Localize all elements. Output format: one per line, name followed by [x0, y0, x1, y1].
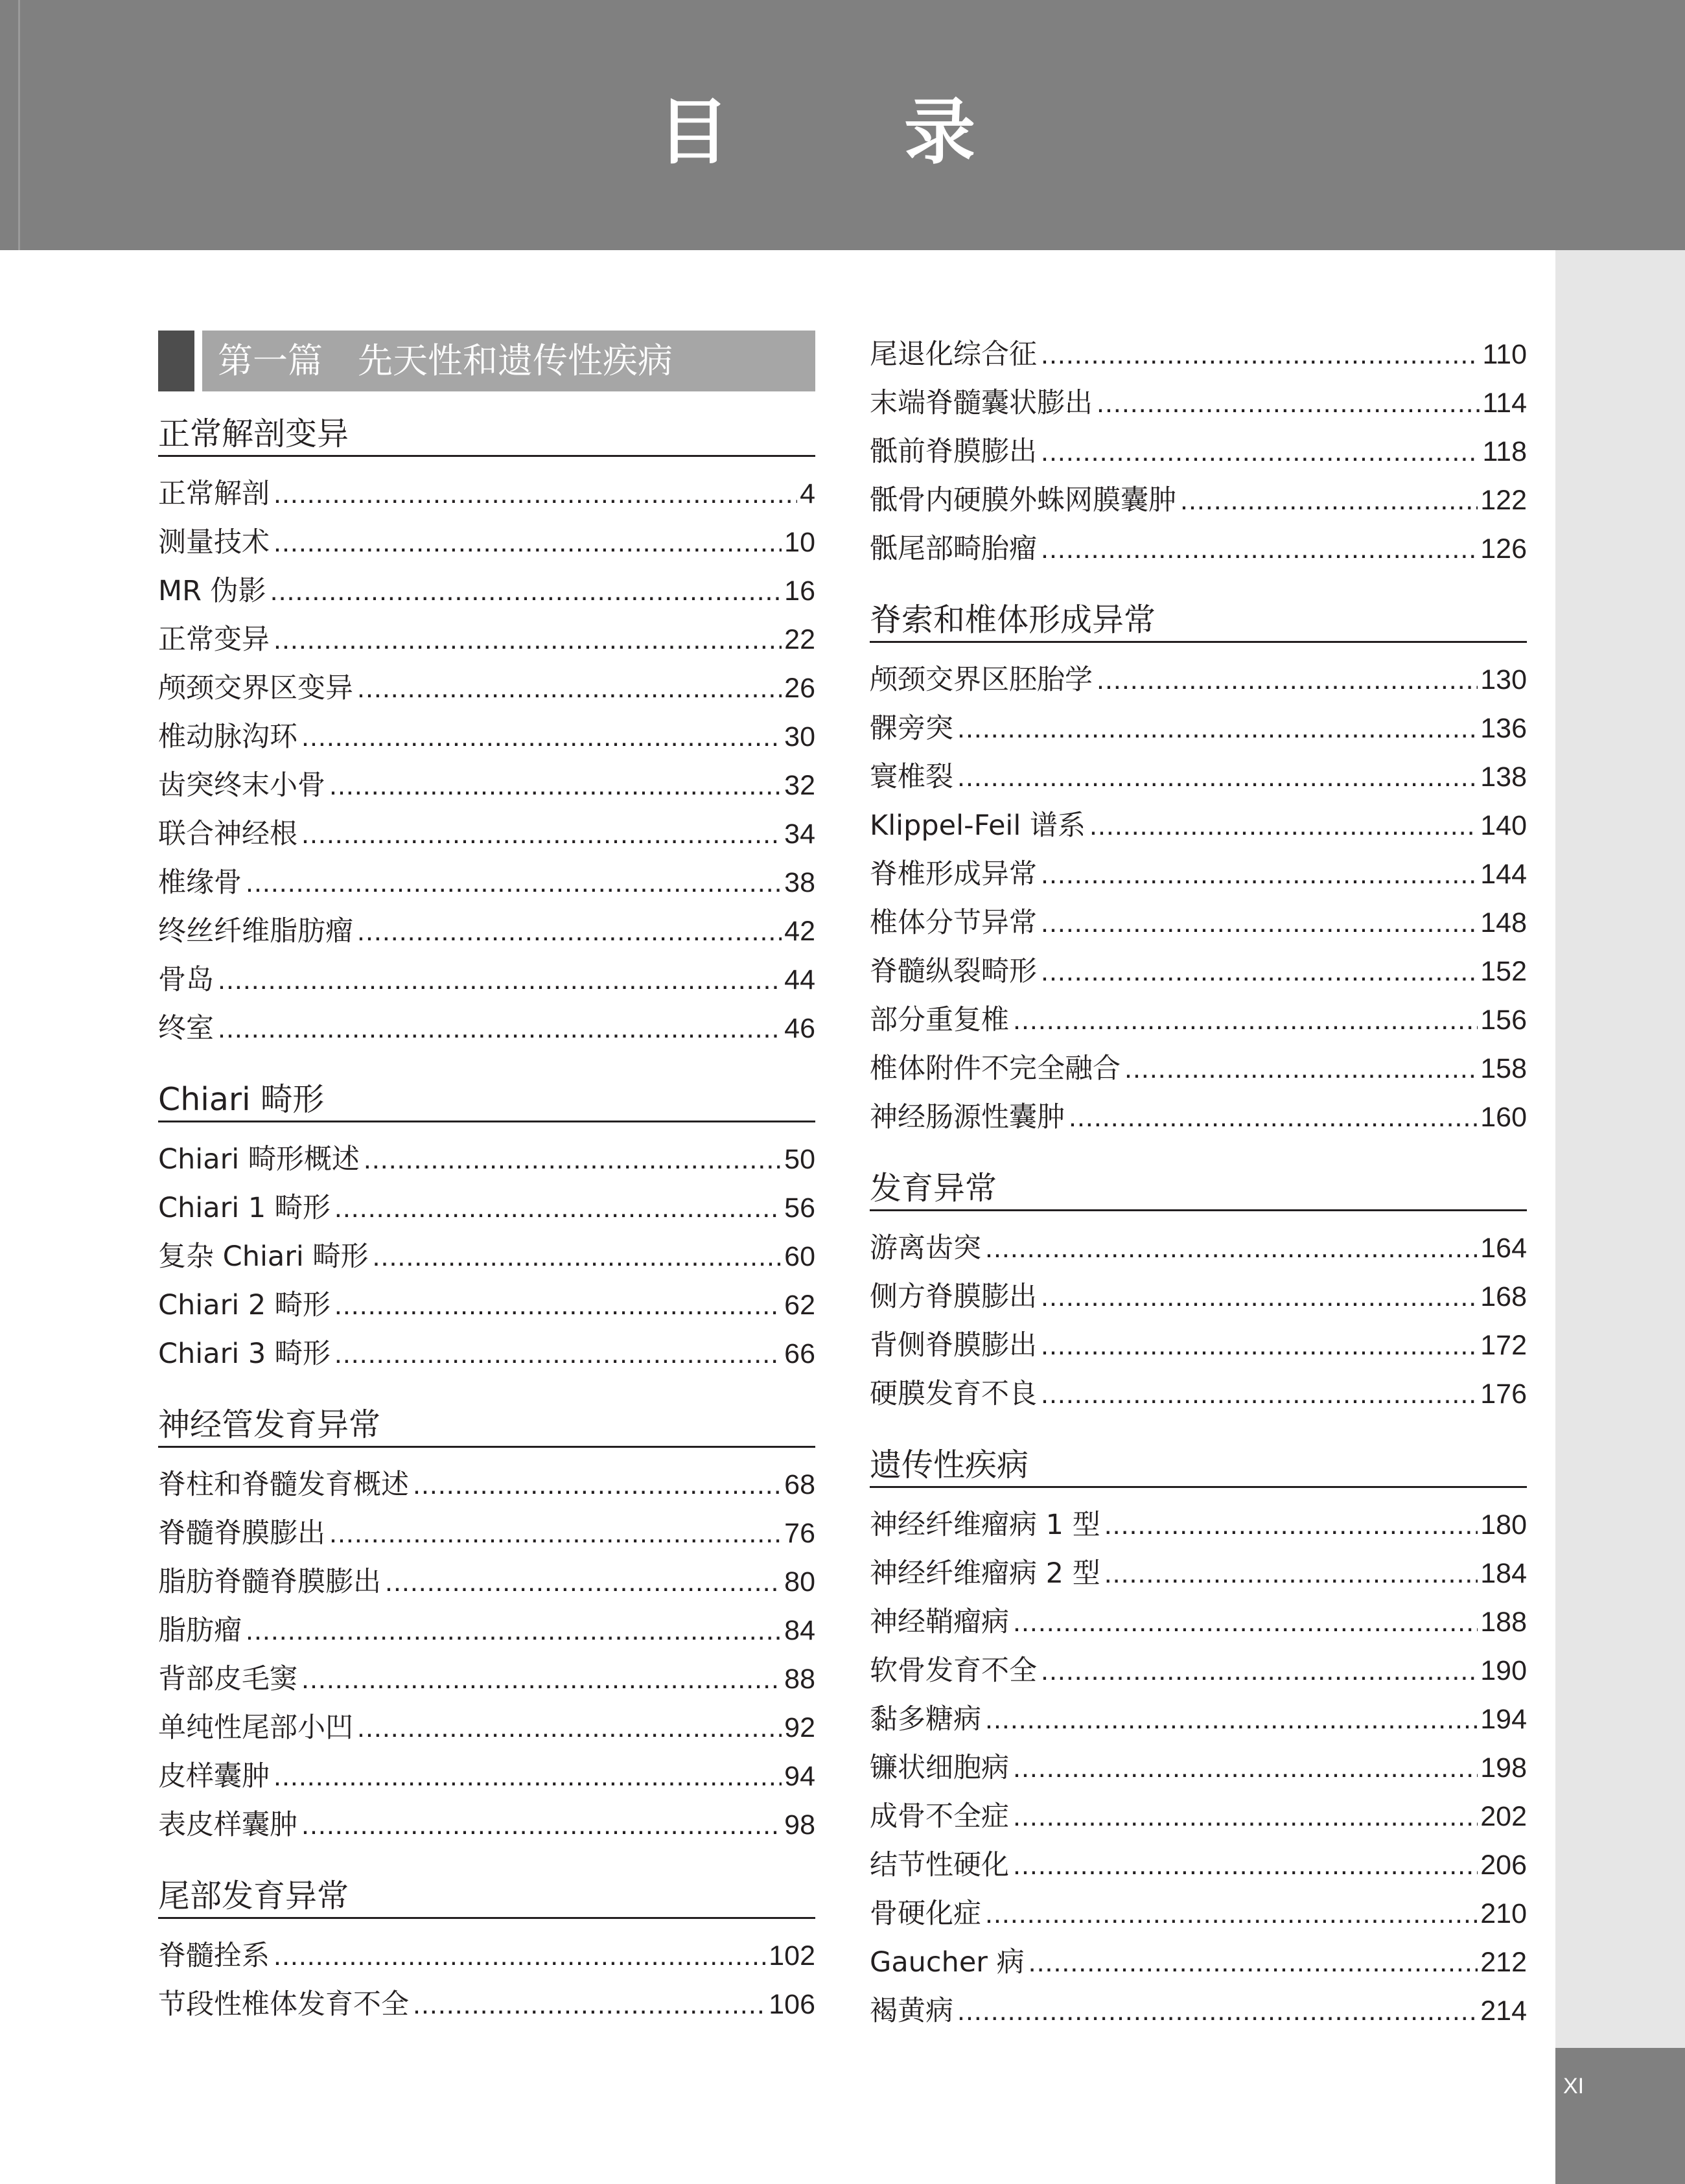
- entry-title: 颅颈交界区胚胎学: [870, 664, 1093, 696]
- section-gap: [158, 1053, 815, 1079]
- toc-entry[interactable]: [870, 1093, 1527, 1142]
- toc-entry[interactable]: [870, 1841, 1527, 1890]
- entry-page-number: 22: [784, 624, 815, 655]
- dot-leader: [1041, 850, 1478, 899]
- entry-title: 测量技术: [158, 526, 270, 559]
- dot-leader: [357, 1704, 782, 1752]
- entry-title: 软骨发育不全: [870, 1655, 1037, 1687]
- toc-entry[interactable]: [158, 1330, 815, 1378]
- dot-leader: [270, 567, 782, 616]
- dot-leader: [1041, 1370, 1478, 1419]
- dot-leader: [357, 664, 782, 713]
- entry-title: 骶尾部畸胎瘤: [870, 533, 1037, 565]
- entry-title: 脊髓拴系: [158, 1940, 270, 1972]
- entry-title: 椎动脉沟环: [158, 721, 297, 753]
- toc-entry[interactable]: [158, 616, 815, 664]
- entry-page-number: 188: [1480, 1607, 1527, 1638]
- dot-leader: [985, 1695, 1478, 1744]
- toc-entry[interactable]: [158, 1981, 815, 2029]
- toc-entry[interactable]: [870, 1501, 1527, 1550]
- entry-page-number: 122: [1480, 485, 1527, 516]
- entry-page-number: 168: [1480, 1281, 1527, 1312]
- toc-entry[interactable]: [158, 1281, 815, 1330]
- entry-page-number: 38: [784, 867, 815, 898]
- entry-title: 游离齿突: [870, 1232, 981, 1264]
- toc-section: [870, 599, 1527, 1142]
- toc-entry[interactable]: [870, 947, 1527, 996]
- toc-entry[interactable]: [158, 518, 815, 567]
- entry-title: 神经肠源性囊肿: [870, 1101, 1065, 1133]
- dot-leader: [301, 1655, 782, 1704]
- entry-page-number: 176: [1480, 1378, 1527, 1410]
- toc-entry[interactable]: [870, 802, 1527, 850]
- toc-entry[interactable]: [870, 525, 1527, 574]
- entry-page-number: 46: [784, 1013, 815, 1044]
- toc-entry[interactable]: [158, 470, 815, 518]
- entry-page-number: 4: [800, 478, 815, 509]
- entry-page-number: 32: [784, 770, 815, 801]
- entry-title: 终室: [158, 1012, 214, 1045]
- toc-entry[interactable]: [158, 1801, 815, 1850]
- toc-right-column: [870, 331, 1527, 2036]
- dot-leader: [1069, 1093, 1478, 1142]
- entry-title: 成骨不全症: [870, 1800, 1009, 1833]
- dot-leader: [1041, 525, 1478, 574]
- dot-leader: [1041, 1321, 1478, 1370]
- entry-title: 脂肪脊髓脊膜膨出: [158, 1566, 381, 1598]
- dot-leader: [273, 518, 782, 567]
- toc-entry[interactable]: [870, 850, 1527, 899]
- dot-leader: [1097, 656, 1478, 704]
- toc-entry[interactable]: [870, 1370, 1527, 1419]
- dot-leader: [1041, 1273, 1478, 1321]
- toc-entry[interactable]: [870, 476, 1527, 525]
- entry-title: 背部皮毛窦: [158, 1663, 297, 1695]
- toc-entry[interactable]: [158, 1932, 815, 1981]
- entry-page-number: 16: [784, 575, 815, 607]
- entry-page-number: 136: [1480, 713, 1527, 744]
- entry-page-number: 114: [1482, 388, 1527, 419]
- dot-leader: [1089, 802, 1478, 850]
- entry-title: 正常变异: [158, 623, 270, 656]
- entry-title: 齿突终末小骨: [158, 769, 325, 802]
- entry-title: 皮样囊肿: [158, 1760, 270, 1793]
- dot-leader: [1013, 996, 1478, 1045]
- toc-entry[interactable]: [158, 1704, 815, 1752]
- entry-title: Chiari 3 畸形: [158, 1338, 331, 1370]
- entry-title: 黏多糖病: [870, 1703, 981, 1736]
- dot-leader: [1041, 428, 1480, 476]
- dot-leader: [273, 616, 782, 664]
- toc-entry[interactable]: [870, 1890, 1527, 1938]
- entry-title: 硬膜发育不良: [870, 1378, 1037, 1410]
- dot-leader: [1104, 1501, 1478, 1550]
- entry-page-number: 206: [1480, 1850, 1527, 1881]
- entry-page-number: 144: [1480, 859, 1527, 890]
- entry-title: 尾退化综合征: [870, 338, 1037, 371]
- toc-section: [158, 1404, 815, 1850]
- entry-page-number: 50: [784, 1144, 815, 1175]
- entry-title: Klippel-Feil 谱系: [870, 809, 1086, 842]
- entry-title: 表皮样囊肿: [158, 1809, 297, 1841]
- dot-leader: [334, 1281, 782, 1330]
- entry-page-number: 138: [1480, 761, 1527, 793]
- entry-page-number: 148: [1480, 907, 1527, 938]
- entry-page-number: 92: [784, 1712, 815, 1743]
- entry-title: 神经鞘瘤病: [870, 1606, 1009, 1638]
- entry-page-number: 160: [1480, 1102, 1527, 1133]
- toc-entry[interactable]: [870, 331, 1527, 379]
- section-heading: 正常解剖变异: [158, 413, 815, 457]
- entry-title: 镰状细胞病: [870, 1752, 1009, 1784]
- dot-leader: [957, 1987, 1478, 2036]
- toc-entry[interactable]: [870, 996, 1527, 1045]
- dot-leader: [1041, 899, 1478, 947]
- entry-title: 骶前脊膜膨出: [870, 436, 1037, 468]
- dot-leader: [329, 761, 782, 810]
- toc-entry[interactable]: [158, 859, 815, 907]
- entry-page-number: 184: [1480, 1558, 1527, 1589]
- toc-entry[interactable]: [158, 1461, 815, 1509]
- entry-title: 脂肪瘤: [158, 1614, 242, 1647]
- dot-leader: [373, 1233, 782, 1281]
- dot-leader: [301, 810, 782, 859]
- entry-title: 脊椎形成异常: [870, 858, 1037, 890]
- entry-page-number: 202: [1480, 1801, 1527, 1832]
- dot-leader: [218, 956, 782, 1005]
- dot-leader: [357, 907, 782, 956]
- entry-page-number: 118: [1482, 436, 1527, 467]
- entry-page-number: 94: [784, 1761, 815, 1792]
- toc-entry[interactable]: [158, 1509, 815, 1558]
- toc-entry[interactable]: [158, 956, 815, 1005]
- entry-title: 骨硬化症: [870, 1898, 981, 1930]
- entry-title: 复杂 Chiari 畸形: [158, 1240, 369, 1273]
- dot-leader: [273, 1752, 782, 1801]
- dot-leader: [957, 704, 1478, 753]
- entry-title: 背侧脊膜膨出: [870, 1329, 1037, 1362]
- toc-entry[interactable]: [870, 1045, 1527, 1093]
- part-marker: [158, 331, 194, 391]
- toc-section: [870, 1445, 1527, 2036]
- dot-leader: [413, 1461, 782, 1509]
- entry-page-number: 102: [769, 1940, 815, 1971]
- toc-entry[interactable]: [158, 810, 815, 859]
- toc-section: [158, 413, 815, 1053]
- entry-page-number: 56: [784, 1192, 815, 1224]
- dot-leader: [218, 1005, 782, 1053]
- dot-leader: [246, 859, 782, 907]
- dot-leader: [273, 470, 797, 518]
- toc-section: [158, 1876, 815, 2029]
- toc-entry[interactable]: [158, 1233, 815, 1281]
- entry-page-number: 68: [784, 1469, 815, 1500]
- entry-title: Gaucher 病: [870, 1946, 1025, 1979]
- section-gap: [158, 1378, 815, 1404]
- toc-entry[interactable]: [870, 1273, 1527, 1321]
- toc-entry[interactable]: [158, 761, 815, 810]
- entry-title: 寰椎裂: [870, 761, 953, 793]
- entry-title: 褐黄病: [870, 1995, 953, 2027]
- page-tab: [1555, 2048, 1685, 2184]
- dot-leader: [1013, 1744, 1478, 1793]
- entry-title: 单纯性尾部小凹: [158, 1712, 353, 1744]
- entry-page-number: 190: [1480, 1655, 1527, 1686]
- dot-leader: [246, 1607, 782, 1655]
- dot-leader: [385, 1558, 782, 1607]
- side-strip: [1555, 250, 1685, 2048]
- entry-page-number: 152: [1480, 956, 1527, 987]
- dot-leader: [1180, 476, 1478, 525]
- section-gap: [158, 1850, 815, 1876]
- entry-title: Chiari 2 畸形: [158, 1289, 331, 1321]
- entry-page-number: 26: [784, 673, 815, 704]
- entry-page-number: 106: [769, 1989, 815, 2020]
- entry-page-number: 212: [1480, 1947, 1527, 1978]
- toc-left-column: [158, 413, 815, 2029]
- entry-title: 神经纤维瘤病 2 型: [870, 1557, 1100, 1590]
- entry-page-number: 110: [1482, 339, 1527, 370]
- part-title: 第一篇 先天性和遗传性疾病: [202, 331, 815, 391]
- toc-entry[interactable]: [158, 907, 815, 956]
- entry-page-number: 30: [784, 721, 815, 752]
- toc-entry[interactable]: [158, 1655, 815, 1704]
- toc-entry[interactable]: [870, 1224, 1527, 1273]
- entry-title: 结节性硬化: [870, 1849, 1009, 1881]
- toc-entry[interactable]: [870, 704, 1527, 753]
- section-gap: [870, 574, 1527, 599]
- entry-page-number: 44: [784, 964, 815, 995]
- dot-leader: [1013, 1841, 1478, 1890]
- entry-title: 联合神经根: [158, 818, 297, 850]
- entry-page-number: 172: [1480, 1330, 1527, 1361]
- section-heading: 脊索和椎体形成异常: [870, 599, 1527, 643]
- entry-page-number: 62: [784, 1290, 815, 1321]
- dot-leader: [1041, 1647, 1478, 1695]
- page-title: 目 录: [658, 90, 1027, 174]
- entry-title: 骶骨内硬膜外蛛网膜囊肿: [870, 484, 1176, 517]
- dot-leader: [273, 1932, 766, 1981]
- toc-section: [158, 1079, 815, 1378]
- entry-title: 部分重复椎: [870, 1004, 1009, 1036]
- section-heading: 发育异常: [870, 1168, 1527, 1211]
- entry-title: 终丝纤维脂肪瘤: [158, 915, 353, 947]
- entry-title: Chiari 1 畸形: [158, 1192, 331, 1224]
- entry-title: 髁旁突: [870, 712, 953, 745]
- section-gap: [870, 1142, 1527, 1168]
- toc-section: [870, 331, 1527, 574]
- dot-leader: [1041, 947, 1478, 996]
- toc-entry[interactable]: [158, 1607, 815, 1655]
- entry-page-number: 194: [1480, 1704, 1527, 1735]
- dot-leader: [1097, 379, 1480, 428]
- toc-entry[interactable]: [158, 713, 815, 761]
- entry-title: 椎体分节异常: [870, 907, 1037, 939]
- toc-entry[interactable]: [158, 1135, 815, 1184]
- toc-entry[interactable]: [158, 664, 815, 713]
- entry-page-number: 42: [784, 916, 815, 947]
- entry-page-number: 34: [784, 819, 815, 850]
- entry-title: MR 伪影: [158, 575, 266, 607]
- entry-page-number: 130: [1480, 664, 1527, 695]
- dot-leader: [985, 1890, 1478, 1938]
- entry-page-number: 140: [1480, 810, 1527, 841]
- toc-entry[interactable]: [870, 379, 1527, 428]
- entry-page-number: 156: [1480, 1005, 1527, 1036]
- toc-entry[interactable]: [870, 428, 1527, 476]
- toc-entry[interactable]: [870, 1987, 1527, 2036]
- dot-leader: [1028, 1938, 1478, 1987]
- toc-entry[interactable]: [158, 1005, 815, 1053]
- entry-title: 脊髓纵裂畸形: [870, 955, 1037, 988]
- entry-page-number: 214: [1480, 1995, 1527, 2027]
- entry-page-number: 126: [1480, 533, 1527, 564]
- entry-title: 末端脊髓囊状膨出: [870, 387, 1093, 419]
- dot-leader: [301, 713, 782, 761]
- toc-entry[interactable]: [870, 1550, 1527, 1598]
- entry-page-number: 60: [784, 1241, 815, 1272]
- entry-page-number: 158: [1480, 1053, 1527, 1084]
- entry-page-number: 198: [1480, 1752, 1527, 1783]
- toc-entry[interactable]: [870, 1647, 1527, 1695]
- page-number: XI: [1563, 2074, 1585, 2098]
- toc-section: [870, 1168, 1527, 1419]
- entry-page-number: 10: [784, 527, 815, 558]
- dot-leader: [1104, 1550, 1478, 1598]
- toc-entry[interactable]: [870, 899, 1527, 947]
- section-heading: 遗传性疾病: [870, 1445, 1527, 1488]
- entry-page-number: 76: [784, 1518, 815, 1549]
- entry-title: 骨岛: [158, 964, 214, 996]
- entry-title: 节段性椎体发育不全: [158, 1988, 409, 2021]
- section-heading: 尾部发育异常: [158, 1876, 815, 1919]
- dot-leader: [334, 1330, 782, 1378]
- entry-page-number: 80: [784, 1566, 815, 1597]
- entry-title: 椎缘骨: [158, 866, 242, 899]
- entry-title: 脊柱和脊髓发育概述: [158, 1469, 409, 1501]
- part-banner: [158, 331, 815, 391]
- section-heading: Chiari 畸形: [158, 1079, 815, 1122]
- entry-page-number: 210: [1480, 1898, 1527, 1929]
- toc-entry[interactable]: [158, 567, 815, 616]
- section-heading: 神经管发育异常: [158, 1404, 815, 1448]
- dot-leader: [957, 753, 1478, 802]
- dot-leader: [364, 1135, 782, 1184]
- dot-leader: [1013, 1598, 1478, 1647]
- section-gap: [870, 1419, 1527, 1445]
- toc-entry[interactable]: [158, 1184, 815, 1233]
- toc-entry[interactable]: [870, 1793, 1527, 1841]
- dot-leader: [334, 1184, 782, 1233]
- entry-title: 椎体附件不完全融合: [870, 1052, 1121, 1085]
- dot-leader: [413, 1981, 766, 2029]
- dot-leader: [1013, 1793, 1478, 1841]
- toc-entry[interactable]: [870, 1321, 1527, 1370]
- toc-entry[interactable]: [870, 1938, 1527, 1987]
- entry-page-number: 66: [784, 1338, 815, 1369]
- toc-entry[interactable]: [870, 1598, 1527, 1647]
- toc-entry[interactable]: [870, 1744, 1527, 1793]
- dot-leader: [1041, 331, 1480, 379]
- entry-title: 颅颈交界区变异: [158, 672, 353, 704]
- entry-page-number: 180: [1480, 1509, 1527, 1540]
- dot-leader: [329, 1509, 782, 1558]
- entry-title: 侧方脊膜膨出: [870, 1281, 1037, 1313]
- entry-page-number: 84: [784, 1615, 815, 1646]
- entry-page-number: 164: [1480, 1233, 1527, 1264]
- entry-page-number: 98: [784, 1809, 815, 1841]
- toc-entry[interactable]: [870, 1695, 1527, 1744]
- toc-entry[interactable]: [870, 656, 1527, 704]
- entry-title: 神经纤维瘤病 1 型: [870, 1509, 1100, 1541]
- toc-entry[interactable]: [870, 753, 1527, 802]
- entry-title: 正常解剖: [158, 478, 270, 510]
- entry-page-number: 88: [784, 1664, 815, 1695]
- toc-entry[interactable]: [158, 1558, 815, 1607]
- dot-leader: [1124, 1045, 1478, 1093]
- entry-title: Chiari 畸形概述: [158, 1143, 360, 1176]
- toc-entry[interactable]: [158, 1752, 815, 1801]
- dot-leader: [985, 1224, 1478, 1273]
- entry-title: 脊髓脊膜膨出: [158, 1517, 325, 1550]
- dot-leader: [301, 1801, 782, 1850]
